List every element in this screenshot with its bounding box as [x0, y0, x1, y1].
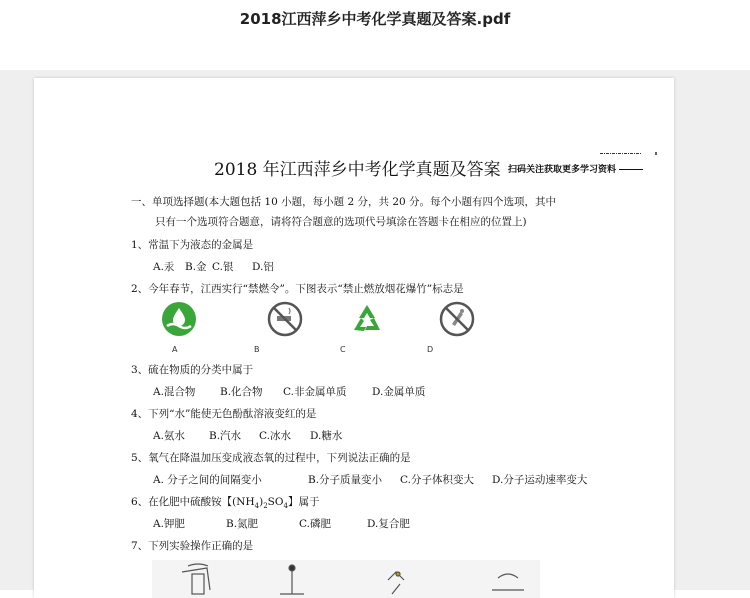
option: A.汞 [153, 261, 175, 273]
option: D.分子运动速率变大 [492, 474, 588, 486]
symbol-row [157, 301, 487, 353]
option: C.非金属单质 [283, 386, 347, 398]
question-6-stem-suffix: 】属于 [287, 496, 320, 508]
recycle-icon [349, 301, 385, 337]
option: B.汽水 [209, 430, 242, 442]
question-7-stem: 7、下列实验操作正确的是 [131, 540, 254, 552]
option: B.氮肥 [226, 518, 259, 530]
lab-apparatus-sketch [152, 560, 540, 598]
option: C.银 [212, 261, 234, 273]
question-6-stem [131, 494, 319, 510]
option: C.磷肥 [299, 518, 331, 530]
question-2-stem: 2、今年春节，江西实行“禁燃令”。下图表示“禁止燃放烟花爆竹”标志是 [131, 283, 464, 295]
question-1-options [153, 259, 274, 274]
water-saving-icon [161, 301, 197, 337]
qr-note-text: 扫码关注获取更多学习资料 [508, 165, 617, 175]
option: D.复合肥 [367, 518, 410, 530]
option: B.分子质量变小 [308, 474, 383, 486]
corner-mark [600, 152, 660, 156]
question-6-options [153, 516, 410, 531]
qr-note-dash [619, 169, 643, 170]
question-5-stem: 5、氧气在降温加压变成液态氧的过程中，下列说法正确的是 [131, 452, 411, 464]
option: C.冰水 [259, 430, 291, 442]
question-3-options [153, 384, 425, 399]
qr-note [508, 162, 643, 175]
title-bar [0, 0, 750, 70]
symbol-letter: C [340, 345, 346, 354]
subscript: 4 [283, 502, 288, 511]
question-3-stem: 3、硫在物质的分类中属于 [131, 364, 254, 376]
question-5-options [153, 472, 587, 487]
question-6-stem-mid2: SO [267, 496, 284, 508]
lab-operation-illustration [152, 560, 540, 598]
symbol-letter: A [172, 345, 178, 354]
option: B.金 [185, 261, 207, 273]
question-1-stem: 1、常温下为液态的金属是 [131, 239, 254, 251]
question-6-stem-prefix: 6、在化肥中硫酸铵【(NH [131, 496, 255, 508]
option: A. 分子之间的间隔变小 [153, 474, 262, 486]
document-filename: 2018江西萍乡中考化学真题及答案.pdf [239, 10, 511, 28]
option: A.氨水 [153, 430, 185, 442]
subscript: 4 [254, 502, 260, 511]
section-instructions: 只有一个选项符合题意，请将符合题意的选项代号填涂在答题卡在相应的位置上) [155, 216, 527, 228]
option: B.化合物 [220, 386, 263, 398]
question-4-stem: 4、下列“水”能使无色酚酞溶液变红的是 [131, 408, 317, 420]
no-smoking-icon [267, 301, 303, 337]
question-4-options [153, 428, 342, 443]
option: A.钾肥 [153, 518, 185, 530]
option: C.分子体积变大 [400, 474, 474, 486]
symbol-letter: B [254, 345, 260, 354]
option: A.混合物 [153, 386, 196, 398]
page-title: 2018 年江西萍乡中考化学真题及答案 [214, 160, 501, 180]
option: D.金属单质 [372, 386, 426, 398]
question-6-stem-mid: ) [259, 496, 264, 508]
symbol-letter: D [427, 345, 434, 354]
no-fireworks-icon [439, 301, 475, 337]
section-heading: 一、单项选择题(本大题包括 10 小题，每小题 2 分，共 20 分。每个小题有四个选项，其中 [131, 196, 557, 208]
subscript: 2 [263, 502, 268, 511]
pdf-page [34, 78, 674, 598]
option: D.糖水 [310, 430, 343, 442]
option: D.铝 [252, 261, 274, 273]
